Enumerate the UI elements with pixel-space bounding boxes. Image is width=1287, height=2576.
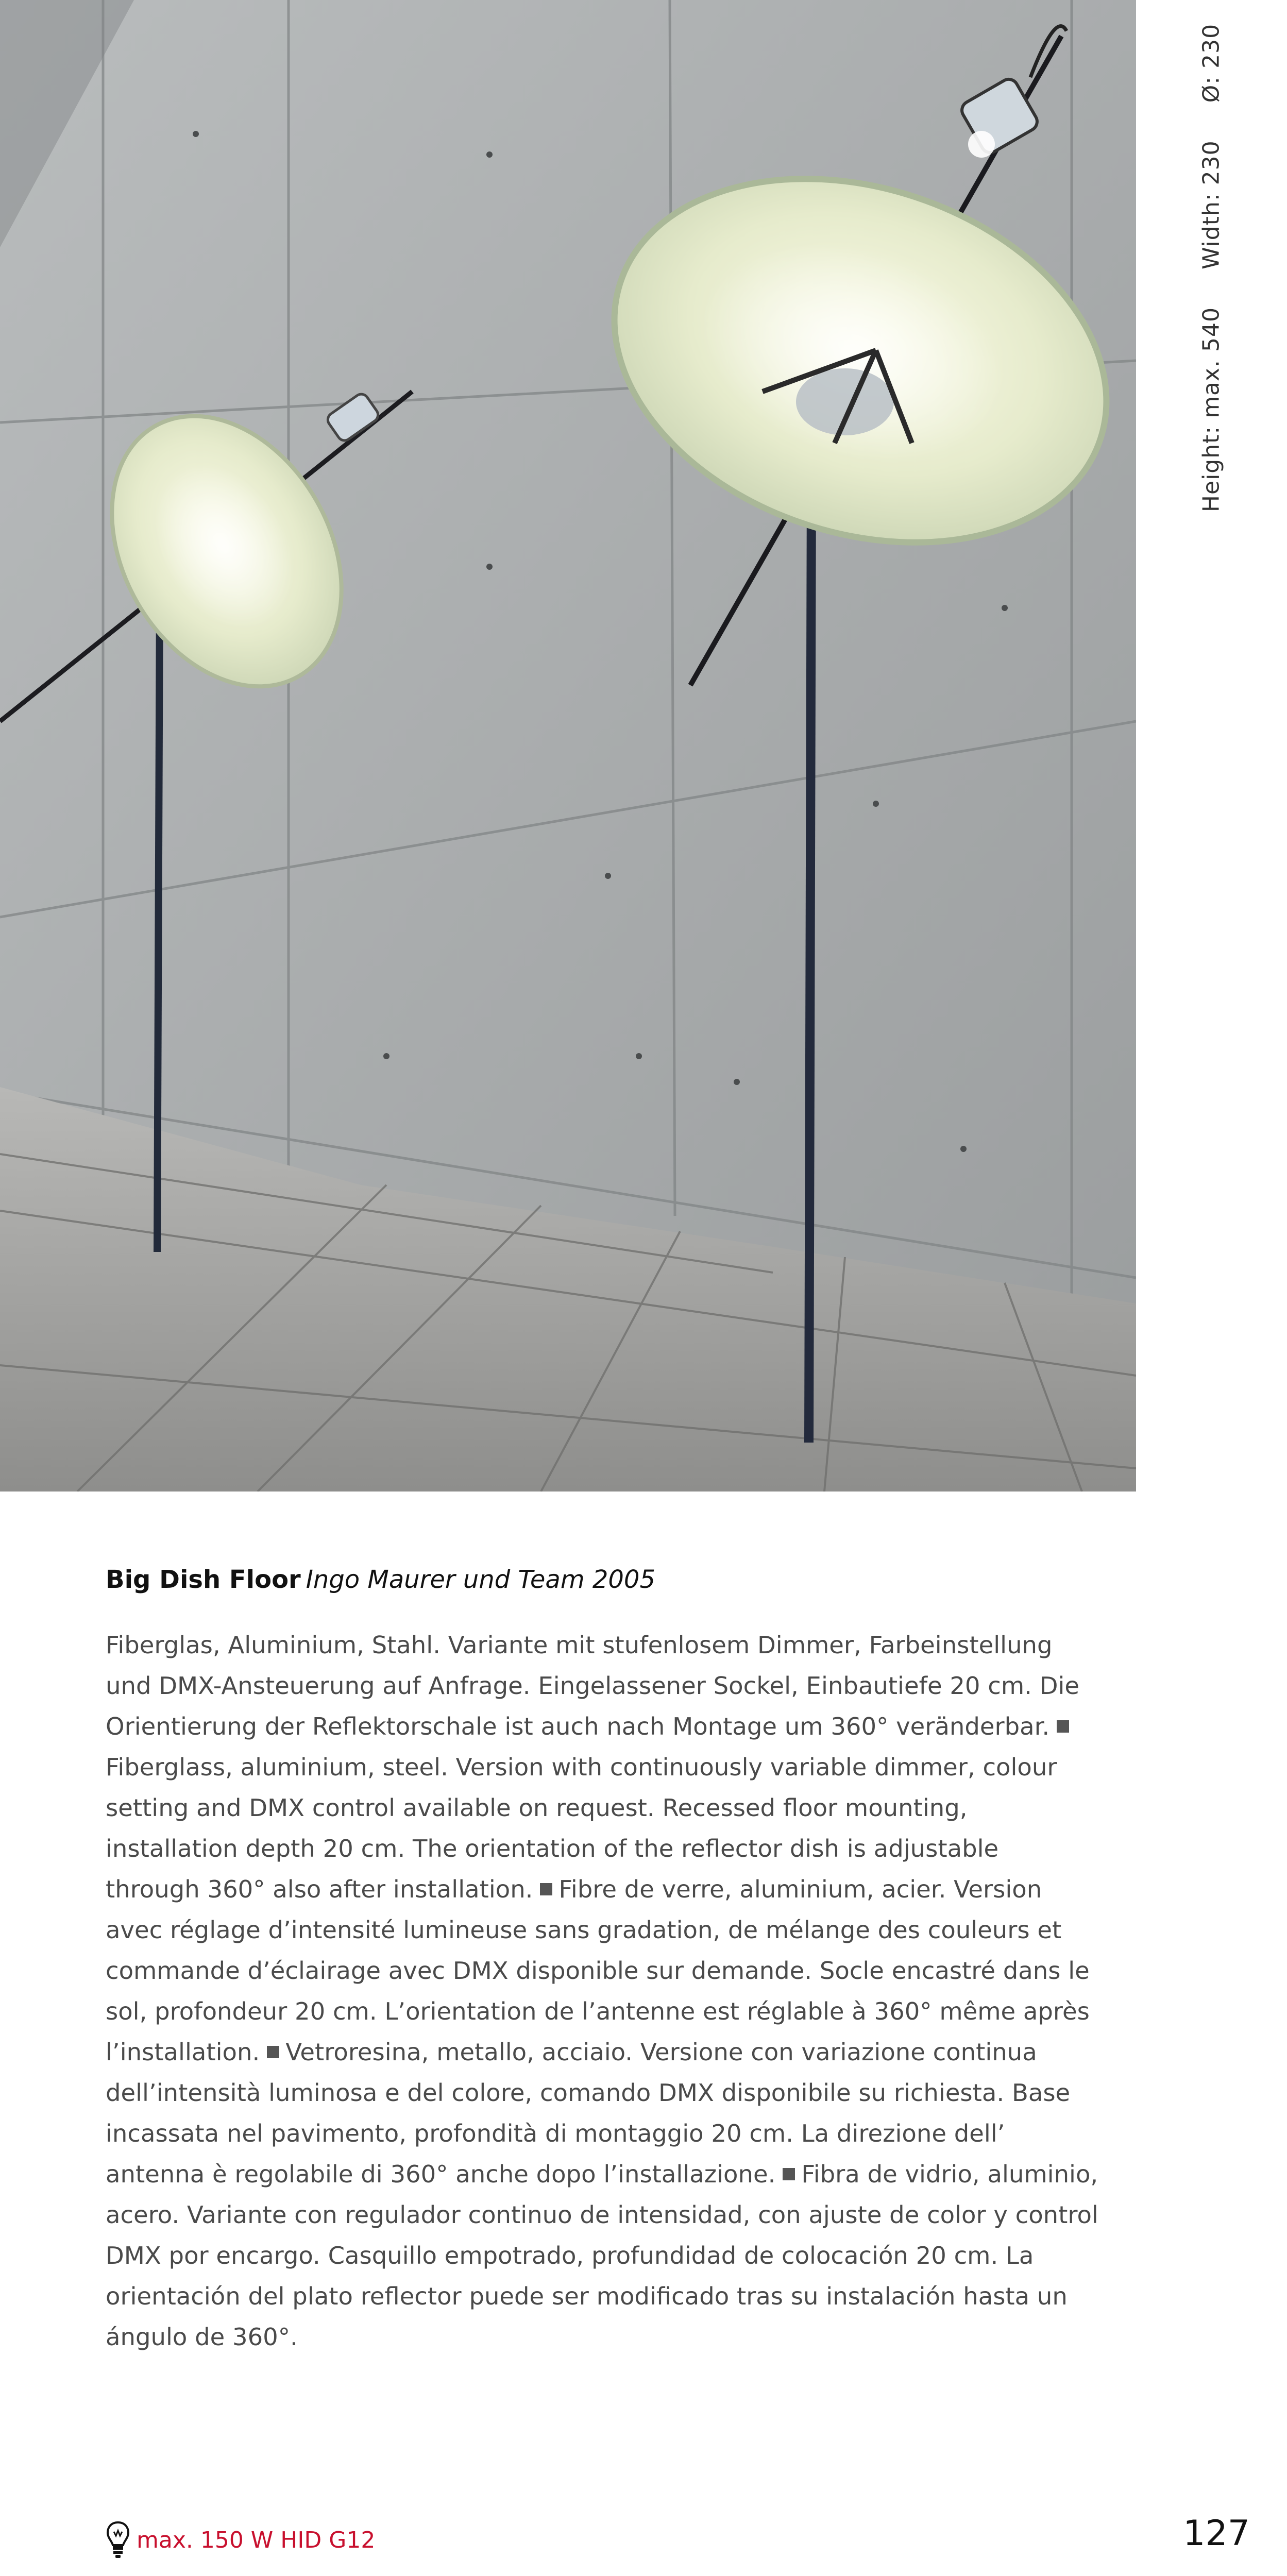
product-description bbox=[106, 1625, 1100, 2358]
dimensions-text bbox=[1198, 24, 1225, 512]
lamp-spec-text: max. 150 W HID G12 bbox=[137, 2527, 376, 2553]
width-dimension: Width: 230 bbox=[1198, 140, 1225, 269]
description-italian: Vetroresina, metallo, acciaio. Versione con variazione continua dell’intensità luminosa e del colore, comando DMX disponibile su richiesta. Base incassata nel pavimento, profondità di montaggio 20 cm. La direzione dell’ antenna è regolabile di 360° anche dopo l’installazione. bbox=[106, 2038, 1071, 2188]
description-french: Fibre de verre, aluminium, acier. Version avec réglage d’intensité lumineuse sans gradation, de mélange des couleurs et commande d’éclairage avec DMX disponible sur demande. Socle encastré dans le sol, profondeur 20 cm. L’orientation de l’antenne est réglable à 360° même après l’installation. bbox=[106, 1875, 1090, 2066]
separator-square-icon bbox=[1057, 1720, 1069, 1733]
page-number: 127 bbox=[1183, 2513, 1250, 2554]
separator-square-icon bbox=[783, 2168, 795, 2180]
product-name: Big Dish Floor bbox=[106, 1565, 301, 1594]
product-title bbox=[106, 1565, 1136, 1595]
bulb-icon bbox=[106, 2520, 130, 2560]
separator-square-icon bbox=[267, 2046, 279, 2058]
height-dimension: Height: max. 540 bbox=[1198, 307, 1225, 513]
description-spanish: Fibra de vidrio, aluminio, acero. Variante con regulador continuo de intensidad, con ajuste de color y control DMX por encargo. Casquillo empotrado, profundidad de colocación 20 cm. La orientación del plato reflector puede ser modificado tras su instalación hasta un ángulo de 360°. bbox=[106, 2160, 1098, 2351]
product-designer: Ingo Maurer und Team 2005 bbox=[306, 1565, 655, 1594]
dimensions-panel bbox=[1136, 0, 1287, 520]
description-german: Fiberglas, Aluminium, Stahl. Variante mit stufenlosem Dimmer, Farbeinstellung und DMX-Ansteuerung auf Anfrage. Eingelassener Sockel, Einbautiefe 20 cm. Die Orientierung der Reflektorschale ist auch nach Montage um 360° veränderbar. bbox=[106, 1631, 1080, 1740]
diameter-dimension: Ø: 230 bbox=[1198, 23, 1225, 103]
lamp-spec bbox=[106, 2519, 375, 2561]
separator-square-icon bbox=[540, 1883, 552, 1895]
description-english: Fiberglass, aluminium, steel. Version with continuously variable dimmer, colour setting and DMX control available on request. Recessed floor mounting, installation depth 20 cm. The orientation of the reflector dish is adjustable through 360° also after installation. bbox=[106, 1753, 1057, 1903]
